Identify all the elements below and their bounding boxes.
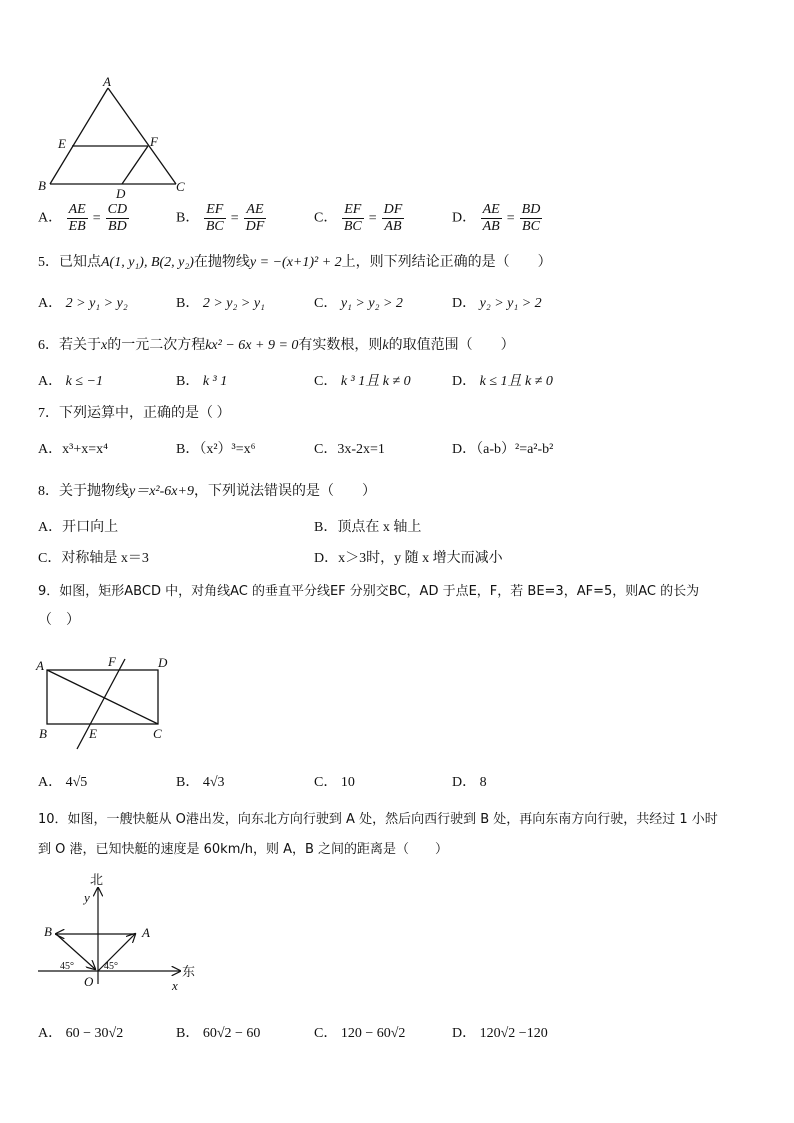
label-b: B [44, 924, 52, 939]
label-b: B [38, 178, 46, 193]
q6-option-b[interactable]: B． k ³ 1 [176, 374, 228, 389]
q10-stem-line2: 到 O 港，已知快艇的速度是 60km/h，则 A，B 之间的距离是（ ） [38, 842, 449, 857]
triangle-figure [36, 76, 196, 201]
q5-option-a[interactable]: A． 2 > y₁ > y₂ [38, 296, 128, 311]
label-f: F [150, 134, 158, 149]
q9-option-a[interactable]: A． 4√5 [38, 775, 88, 790]
q6-option-c[interactable]: C． k ³ 1且 k ≠ 0 [314, 374, 411, 389]
y-label: y [84, 890, 90, 905]
q8-option-c[interactable]: C．对称轴是 x＝3 [38, 551, 149, 566]
q6-stem: 6．若关于x的一元二次方程kx² − 6x + 9 = 0有实数根，则k的取值范围（ ） [38, 338, 515, 353]
angle-left-label: 45° [60, 961, 74, 972]
x-label: x [172, 978, 178, 993]
q7-option-b[interactable]: B．（x²）³=x⁶ [176, 442, 256, 457]
q9-option-c[interactable]: C． 10 [314, 775, 355, 790]
q4-option-d[interactable]: D． $\frac{AE}{AB}$ = $\frac{BD}{BC}$ [452, 202, 541, 234]
label-b: B [39, 726, 47, 741]
q4-option-c[interactable]: C． $\frac{EF}{BC}$ = $\frac{DF}{AB}$ [314, 202, 403, 234]
q9-stem: 9．如图，矩形ABCD 中，对角线AC 的垂直平分线EF 分别交BC，AD 于点E，F，若 BE=3，AF=5，则AC 的长为 [38, 584, 700, 599]
q9-option-b[interactable]: B． 4√3 [176, 775, 225, 790]
q7-stem: 7．下列运算中，正确的是（ ） [38, 406, 231, 421]
q8-stem: 8．关于抛物线y＝x²-6x+9，下列说法错误的是（ ） [38, 484, 376, 499]
label-c: C [153, 726, 162, 741]
q7-option-c[interactable]: C．3x-2x=1 [314, 442, 385, 457]
q10-option-d[interactable]: D． 120√2 −120 [452, 1026, 548, 1041]
compass-figure [34, 872, 204, 994]
q9-option-d[interactable]: D． 8 [452, 775, 487, 790]
label-f: F [108, 654, 116, 669]
q8-option-b[interactable]: B．顶点在 x 轴上 [314, 520, 422, 535]
label-a: A [103, 76, 111, 89]
label-d: D [158, 655, 168, 670]
label-d: D [116, 186, 126, 201]
q9-stem-line2: （ ） [38, 613, 80, 628]
q8-option-d[interactable]: D．x＞3时，y 随 x 增大而减小 [314, 551, 503, 566]
label-e: E [89, 726, 97, 741]
q10-stem: 10．如图，一艘快艇从 O港出发，向东北方向行驶到 A 处，然后向西行驶到 B 处，再向东南方向行驶，共经过 1 小时 [38, 812, 718, 827]
q5-option-b[interactable]: B． 2 > y₂ > y₁ [176, 296, 265, 311]
q7-option-d[interactable]: D．（a-b）²=a²-b² [452, 442, 554, 457]
q4-option-a[interactable]: A． $\frac{AE}{EB}$ = $\frac{CD}{BD}$ [38, 202, 128, 234]
east-label: 东 [182, 964, 196, 979]
q10-option-b[interactable]: B． 60√2 − 60 [176, 1026, 261, 1041]
q8-option-a[interactable]: A．开口向上 [38, 520, 119, 535]
q5-option-d[interactable]: D． y₂ > y₁ > 2 [452, 296, 542, 311]
label-a: A [36, 658, 44, 673]
q5-stem: 5．已知点A(1, y₁), B(2, y₂)在抛物线y = −(x+1)² + 2上，则下列结论正确的是（ ） [38, 255, 552, 270]
label-c: C [176, 179, 185, 194]
label-a: A [142, 925, 150, 940]
q7-option-a[interactable]: A．x³+x=x⁴ [38, 442, 108, 457]
q6-option-d[interactable]: D． k ≤ 1且 k ≠ 0 [452, 374, 553, 389]
rectangle-figure [34, 652, 174, 754]
q6-option-a[interactable]: A． k ≤ −1 [38, 374, 103, 389]
q10-option-a[interactable]: A． 60 − 30√2 [38, 1026, 124, 1041]
q5-option-c[interactable]: C． y₁ > y₂ > 2 [314, 296, 403, 311]
north-label: 北 [90, 872, 104, 887]
label-e: E [58, 136, 66, 151]
q10-option-c[interactable]: C． 120 − 60√2 [314, 1026, 406, 1041]
label-o: O [84, 974, 94, 989]
angle-right-label: 45° [104, 961, 118, 972]
q4-option-b[interactable]: B． $\frac{EF}{BC}$ = $\frac{AE}{DF}$ [176, 202, 265, 234]
